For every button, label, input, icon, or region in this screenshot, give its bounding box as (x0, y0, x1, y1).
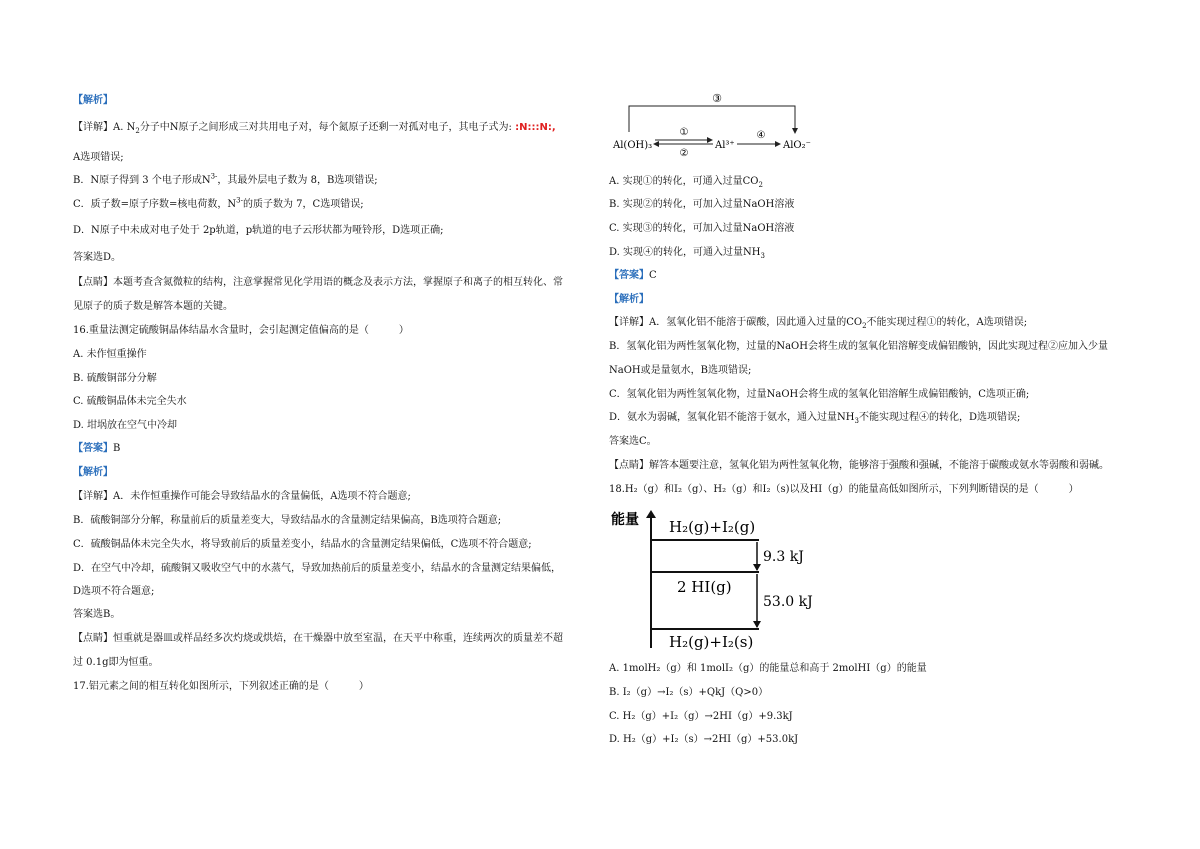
arrowhead-4 (775, 141, 781, 147)
subscript: 2 (758, 181, 763, 189)
answer-tag: 【答案】 (609, 270, 649, 281)
answer-value: B (113, 443, 121, 454)
superscript: 3- (236, 196, 243, 205)
detail-c-post: 的质子数为 7，C选项错误; (243, 199, 364, 210)
comment16-line-2: 过 0.1g即为恒重。 (73, 657, 159, 668)
answer-16-line (73, 443, 120, 455)
node-aloh3: Al(OH)₃ (613, 140, 653, 151)
q16-option-c: C. 硫酸铜晶体未完全失水 (73, 396, 187, 407)
q18-option-d: D. H₂（g）+I₂（s）→2HI（g）+53.0kJ (609, 734, 799, 745)
node-al3: Al³⁺ (715, 140, 735, 151)
detail17-c: C．氢氧化铝为两性氢氧化物，过量NaOH会将生成的氢氧化铝溶解生成偏铝酸钠，C选项正确; (609, 389, 1030, 400)
q17-option-c: C. 实现③的转化，可加入过量NaOH溶液 (609, 223, 795, 234)
detail16-a: 【详解】A．未作恒重操作可能会导致结晶水的含量偏低，A选项不符合题意; (73, 491, 411, 502)
comment-17: 【点睛】解答本题要注意，氢氧化铝为两性氢氧化物，能够溶于强酸和强碱，不能溶于碳酸或氨水等弱酸和弱碱。 (609, 460, 1109, 471)
answer-17-line (609, 270, 657, 282)
arrowhead-2 (653, 141, 659, 147)
gap-lower-arrowhead (753, 621, 761, 628)
lewis-structure: :N:::N: (515, 122, 552, 133)
subscript: 3 (854, 417, 859, 425)
superscript: 3- (210, 172, 218, 181)
circle-label-3: ③ (712, 92, 722, 105)
q18-option-c: C. H₂（g）+I₂（g）→2HI（g）+9.3kJ (609, 711, 793, 722)
lewis-end: , (551, 122, 556, 133)
detail17-a (609, 317, 1027, 329)
detail16-d2: D选项不符合题意; (73, 586, 155, 597)
q17-option-b: B. 实现②的转化，可加入过量NaOH溶液 (609, 199, 795, 210)
arrowhead-1 (707, 137, 713, 143)
analysis-17-tag: 【解析】 (609, 294, 649, 305)
comment-line-2: 见原子的质子数是解答本题的关键。 (73, 301, 233, 312)
detail-a-conclusion: A选项错误; (73, 152, 124, 163)
analysis-16-tag: 【解析】 (73, 467, 113, 478)
q16-option-a: A. 未作恒重操作 (73, 349, 147, 360)
detail-b-line (73, 172, 378, 187)
q17-option-a (609, 176, 763, 188)
answer-16: 答案选B。 (73, 609, 121, 620)
subscript: 3 (760, 252, 765, 260)
detail16-c: C．硫酸铜晶体未完全失水，将导致前后的质量差变小，结晶水的含量测定结果偏低，C选项不符合题意; (73, 539, 532, 550)
detail-d-line: D．N原子中未成对电子处于 2p轨道，p轨道的电子云形状都为哑铃形，D选项正确; (73, 225, 444, 236)
q17-option-d (609, 247, 765, 259)
answer-17: 答案选C。 (609, 436, 657, 447)
detail-b-post: ，其最外层电子数为 8，B选项错误; (217, 175, 378, 186)
answer-value: C (649, 270, 657, 281)
node-alo2: AlO₂⁻ (783, 140, 811, 151)
circle-label-4: ④ (756, 130, 766, 141)
detail16-d1: D．在空气中冷却，硫酸铜又吸收空气中的水蒸气，导致加热前后的质量差变小，结晶水的含量测定结果偏低， (73, 563, 562, 574)
question-18: 18.H₂（g）和I₂（g）、H₂（g）和I₂（s)以及HI（g）的能量高低如图所示，下列判断错误的是（ ） (609, 484, 1079, 495)
detail-a-line (73, 122, 556, 134)
detail17-b2: NaOH或是量氨水，B选项错误; (609, 365, 752, 376)
axis-arrowhead (646, 510, 656, 518)
detail17-b1: B．氢氧化铝为两性氢氧化物，过量的NaOH会将生成的氢氧化铝溶解变成偏铝酸钠，因此实现过程②应加入少量 (609, 341, 1108, 352)
y-axis-label: 能量 (611, 512, 639, 528)
level-mid-label: 2 HI(g) (677, 578, 732, 596)
detail17-d-post: 不能实现过程④的转化，D选项错误; (858, 412, 1021, 423)
subscript: 2 (862, 322, 867, 330)
circle-label-2: ② (679, 148, 689, 158)
gap-lower-label: 53.0 kJ (763, 594, 813, 610)
answer-line: 答案选D。 (73, 252, 122, 263)
aluminum-conversion-diagram (609, 92, 829, 158)
q17-a-pre: A. 实现①的转化，可通入过量CO (609, 176, 759, 187)
q18-option-b: B. I₂（g）→I₂（s）+QkJ（Q>0） (609, 687, 769, 698)
gap-upper-label: 9.3 kJ (763, 549, 804, 565)
detail-c-pre: C．质子数=原子序数=核电荷数，N (73, 199, 237, 210)
level-bottom-label: H₂(g)+I₂(s) (669, 633, 754, 650)
detail17-a-pre: 【详解】A．氢氧化铝不能溶于碳酸，因此通入过量的CO (609, 317, 863, 328)
question-16: 16.重量法测定硫酸铜晶体结晶水含量时，会引起测定值偏高的是（ ） (73, 325, 409, 336)
arrowhead-3 (792, 128, 798, 134)
q16-option-b: B. 硫酸铜部分分解 (73, 373, 157, 384)
detail-a-pre: 【详解】A. N (73, 122, 136, 133)
energy-level-diagram (609, 508, 819, 650)
gap-upper-arrowhead (753, 564, 761, 571)
detail17-d-pre: D．氨水为弱碱，氢氧化铝不能溶于氨水，通入过量NH (609, 412, 855, 423)
question-17: 17.铝元素之间的相互转化如图所示，下列叙述正确的是（ ） (73, 681, 369, 692)
detail-c-line (73, 196, 364, 211)
detail-b-pre: B．N原子得到 3 个电子形成N (73, 175, 211, 186)
comment16-line-1: 【点睛】恒重就是器皿或样品经多次灼烧或烘焙，在干燥器中放至室温，在天平中称重，连续两次的质量差不超 (73, 633, 563, 644)
answer-tag: 【答案】 (73, 443, 113, 454)
detail16-b: B．硫酸铜部分分解，称量前后的质量差变大，导致结晶水的含量测定结果偏高，B选项符合题意; (73, 515, 502, 526)
detail-a-post: 分子中N原子之间形成三对共用电子对，每个氮原子还剩一对孤对电子，其电子式为: (139, 122, 512, 133)
q18-option-a: A. 1molH₂（g）和 1molI₂（g）的能量总和高于 2molHI（g）的能量 (609, 663, 927, 674)
q17-d-pre: D. 实现④的转化，可通入过量NH (609, 247, 761, 258)
q16-option-d: D. 坩埚放在空气中冷却 (73, 420, 178, 431)
circle-label-1: ① (679, 127, 689, 138)
level-top-label: H₂(g)+I₂(g) (669, 518, 756, 536)
arrow-path-3 (629, 106, 795, 132)
subscript: 2 (135, 127, 140, 135)
comment-line-1: 【点睛】本题考查含氮微粒的结构，注意掌握常见化学用语的概念及表示方法，掌握原子和离子的相互转化、常 (73, 277, 563, 288)
detail17-a-post: 不能实现过程①的转化，A选项错误; (866, 317, 1028, 328)
detail17-d (609, 412, 1020, 424)
analysis-tag: 【解析】 (73, 95, 113, 106)
